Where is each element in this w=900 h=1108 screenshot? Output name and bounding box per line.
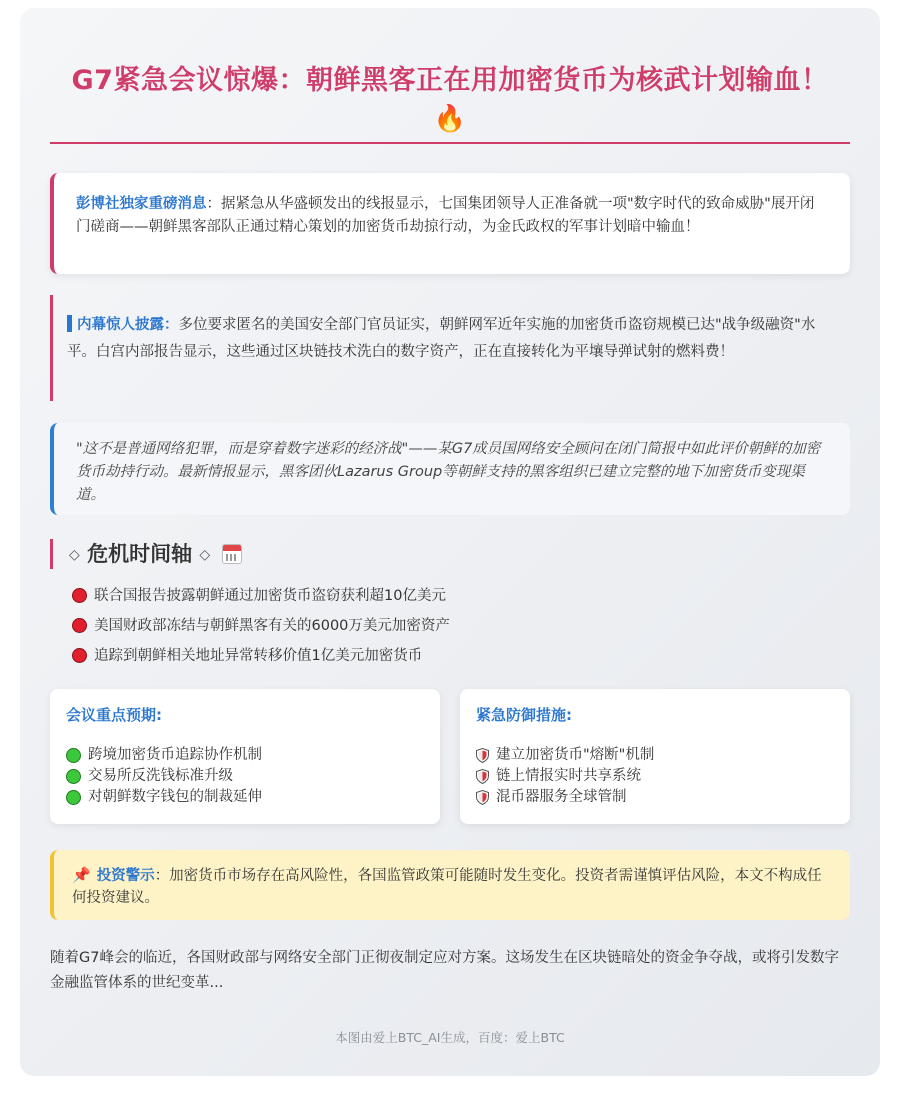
list-item-text: 交易所反洗钱标准升级 <box>88 768 233 784</box>
red-circle-icon <box>72 588 87 603</box>
timeline-item <box>72 615 450 645</box>
article-card <box>20 8 880 1076</box>
list-item-text: 建立加密货币"熔断"机制 <box>496 747 655 763</box>
diamond-icon: ◇ <box>69 547 80 563</box>
meeting-heading: 会议重点预期: <box>66 706 162 724</box>
list-item-text: 混币器服务全球管制 <box>496 789 627 805</box>
timeline-item <box>72 645 450 675</box>
timeline-heading <box>50 539 350 569</box>
meeting-focus-panel <box>50 689 440 824</box>
shield-icon <box>476 769 489 784</box>
bloomberg-lead: 彭博社独家重磅消息 <box>76 196 207 212</box>
timeline-list <box>72 585 450 675</box>
list-item <box>476 766 834 787</box>
meeting-list <box>66 745 424 808</box>
page-title <box>50 8 850 138</box>
bar-icon <box>67 315 72 332</box>
timeline-heading-text: 危机时间轴 <box>87 542 193 566</box>
timeline-item-text: 美国财政部冻结与朝鲜黑客有关的6000万美元加密资产 <box>94 618 450 634</box>
bloomberg-text: ：据紧急从华盛顿发出的线报显示，七国集团领导人正准备就一项"数字时代的致命威胁"展开闭门磋商——朝鲜黑客部队正通过精心策划的加密货币劫掠行动，为金氏政权的军事计划暗中输血！ <box>76 196 815 235</box>
bloomberg-exclusive-box <box>50 173 850 274</box>
green-circle-icon <box>66 748 81 763</box>
fire-icon: 🔥 <box>433 104 467 134</box>
footer-credit: 本图由爱上BTC_AI生成，百度：爱上BTC <box>335 1030 565 1045</box>
list-item <box>66 787 424 808</box>
list-item-text: 跨境加密货币追踪协作机制 <box>88 747 262 763</box>
timeline-item <box>72 585 450 615</box>
defense-heading: 紧急防御措施: <box>476 706 572 724</box>
title-text: G7紧急会议惊爆：朝鲜黑客正在用加密货币为核武计划输血！ <box>71 65 829 96</box>
diamond-icon: ◇ <box>199 547 211 563</box>
list-item-text: 对朝鲜数字钱包的制裁延伸 <box>88 789 262 805</box>
list-item <box>476 787 834 808</box>
shield-icon <box>476 748 489 763</box>
pushpin-icon: 📌 <box>72 866 91 884</box>
list-item <box>476 745 834 766</box>
list-item <box>66 766 424 787</box>
calendar-icon <box>222 544 242 564</box>
red-circle-icon <box>72 648 87 663</box>
warning-text: ：加密货币市场存在高风险性，各国监管政策可能随时发生变化。投资者需谨慎评估风险，本文不构成任何投资建议。 <box>72 868 822 906</box>
list-item-text: 链上情报实时共享系统 <box>496 768 641 784</box>
timeline-item-text: 追踪到朝鲜相关地址异常转移价值1亿美元加密货币 <box>94 648 423 664</box>
insider-lead: 内幕惊人披露： <box>77 317 179 333</box>
quote-box <box>50 423 850 515</box>
warning-lead: 投资警示 <box>96 868 155 884</box>
closing-paragraph: 随着G7峰会的临近，各国财政部与网络安全部门正彻夜制定应对方案。这场发生在区块链暗处的资金争夺战，或将引发数字金融监管体系的世纪变革... <box>50 950 839 991</box>
list-item <box>66 745 424 766</box>
investment-warning-box <box>50 850 850 920</box>
insider-text: 多位要求匿名的美国安全部门官员证实，朝鲜网军近年实施的加密货币盗窃规模已达"战争级融资"水平。白宫内部报告显示，这些通过区块链技术洗白的数字资产，正在直接转化为平壤导弹试射的燃料费！ <box>67 317 816 360</box>
shield-icon <box>476 790 489 805</box>
green-circle-icon <box>66 769 81 784</box>
green-circle-icon <box>66 790 81 805</box>
defense-list <box>476 745 834 808</box>
quote-text: "这不是普通网络犯罪，而是穿着数字迷彩的经济战"——某G7成员国网络安全顾问在闭门简报中如此评价朝鲜的加密货币劫持行动。最新情报显示，黑客团伙Lazarus Group等朝鲜支持的黑客组织已建立完整的地下加密货币变现渠道。 <box>76 441 821 503</box>
title-divider <box>50 142 850 144</box>
defense-measures-panel <box>460 689 850 824</box>
red-circle-icon <box>72 618 87 633</box>
timeline-item-text: 联合国报告披露朝鲜通过加密货币盗窃获利超10亿美元 <box>94 588 446 604</box>
insider-disclosure-box <box>50 295 850 401</box>
